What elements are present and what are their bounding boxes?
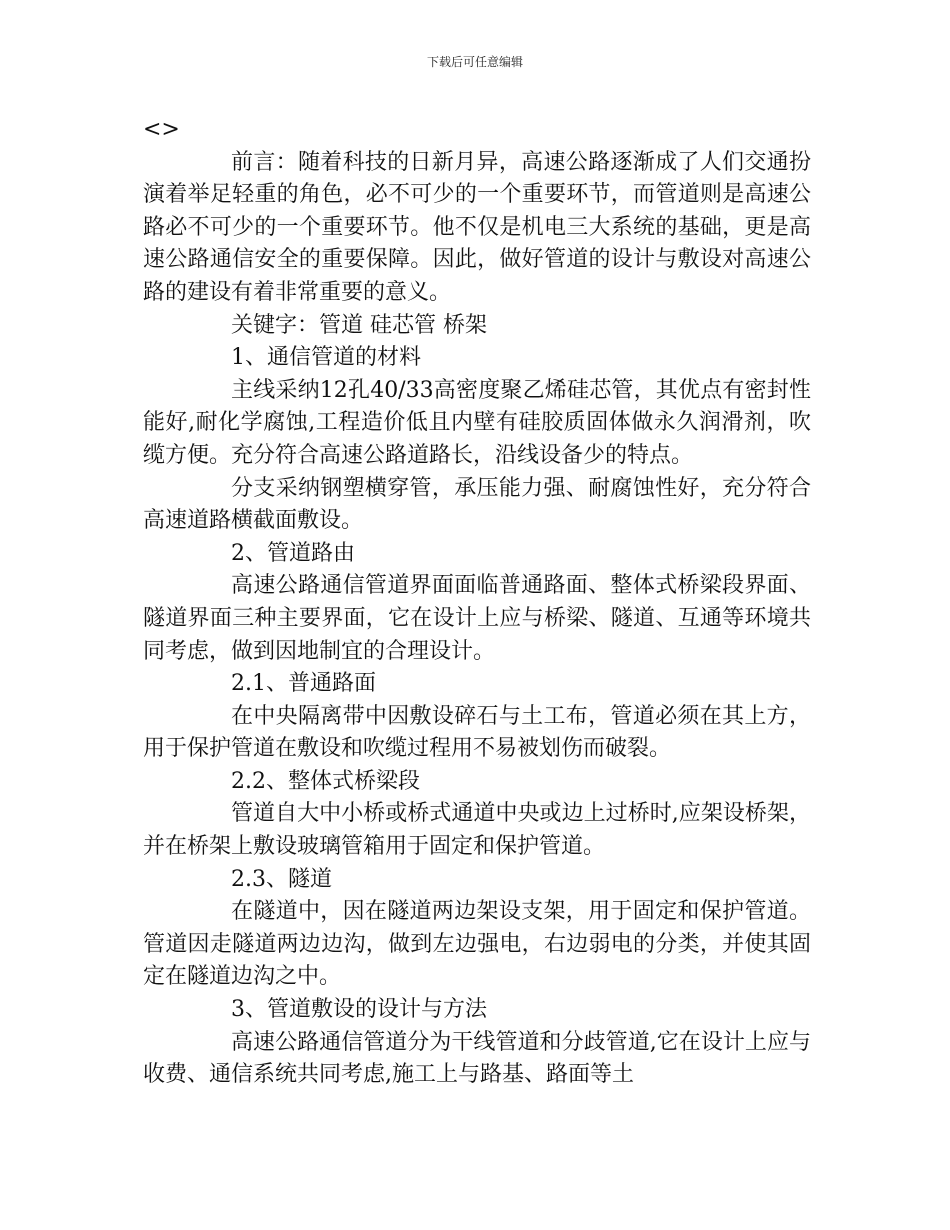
document-body [143,114,811,1092]
paragraph-routing: 高速公路通信管道界面面临普通路面、整体式桥梁段界面、隧道界面三种主要界面，它在设计上应与桥梁、隧道、互通等环境共同考虑，做到因地制宜的合理设计。 [143,573,811,664]
paragraph-preface: 前言：随着科技的日新月异，高速公路逐渐成了人们交通扮演着举足轻重的角色，必不可少的一个重要环节，而管道则是高速公路必不可少的一个重要环节。他不仅是机电三大系统的基础，更是高速公路通信安全的重要保障。因此，做好管道的设计与敷设对高速公路的建设有着非常重要的意义。 [143,149,811,305]
paragraph-bridge-section: 管道自大中小桥或桥式通道中央或边上过桥时,应架设桥架，并在桥架上敷设玻璃管箱用于固定和保护管道。 [143,801,811,860]
section-heading-2-1: 2.1、普通路面 [231,671,376,697]
section-heading-2-2: 2.2、整体式桥梁段 [231,768,420,794]
paragraph-tunnel: 在隧道中，因在隧道两边架设支架，用于固定和保护管道。管道因走隧道两边边沟，做到左边强电，右边弱电的分类，并使其固定在隧道边沟之中。 [143,899,811,990]
section-heading-2-3: 2.3、隧道 [231,866,332,892]
placeholder-marker: <> [143,117,180,142]
section-heading-1: 1、通信管道的材料 [231,345,421,371]
section-heading-3: 3、管道敷设的设计与方法 [231,997,487,1023]
paragraph-ordinary-road: 在中央隔离带中因敷设碎石与土工布，管道必须在其上方，用于保护管道在敷设和吹缆过程用不易被划伤而破裂。 [143,703,811,762]
paragraph-branch-material: 分支采纳钢塑横穿管，承压能力强、耐腐蚀性好，充分符合高速道路横截面敷设。 [143,475,811,534]
section-heading-2: 2、管道路由 [231,540,355,566]
paragraph-keywords: 关键字：管道 硅芯管 桥架 [231,312,487,338]
page-header: 下载后可任意编辑 [426,55,523,69]
paragraph-main-line-material: 主线采纳12孔40/33高密度聚乙烯硅芯管，其优点有密封性能好,耐化学腐蚀,工程造价低且内壁有硅胶质固体做永久润滑剂，吹缆方便。充分符合高速公路道路长，沿线设备少的特点。 [143,377,811,468]
paragraph-design-method: 高速公路通信管道分为干线管道和分歧管道,它在设计上应与收费、通信系统共同考虑,施工上与路基、路面等土 [143,1029,811,1088]
